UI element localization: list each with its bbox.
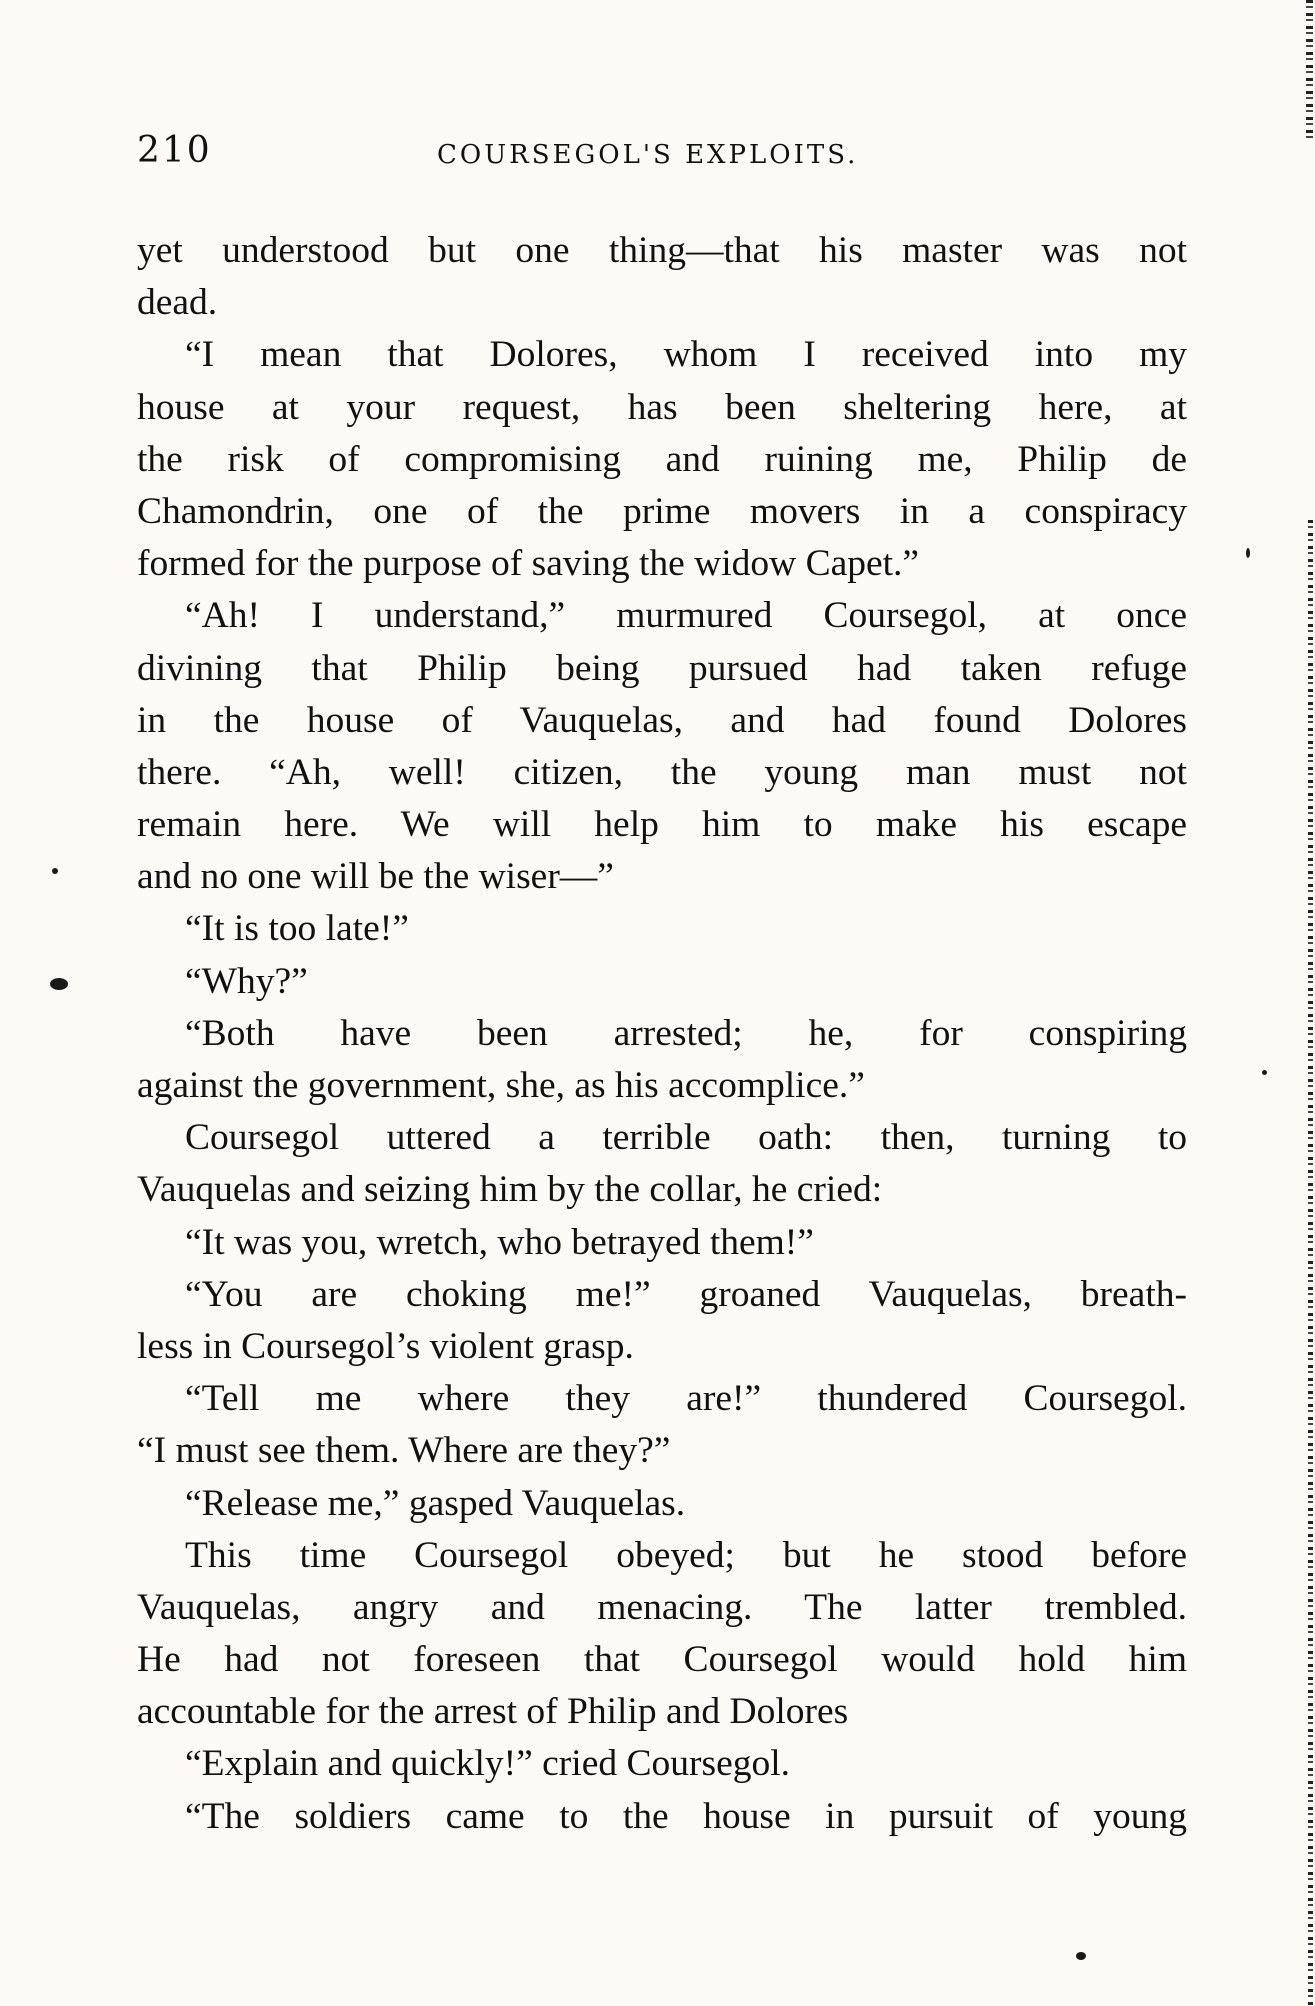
text-line: in the house of Vauquelas, and had found Dolores (137, 699, 1187, 741)
text-line: against the government, she, as his accomplice.” (137, 1065, 865, 1106)
text-line: less in Coursegol’s violent grasp. (137, 1325, 634, 1367)
text-line: “Both have been arrested; he, for conspiring (185, 1012, 1187, 1054)
text-line: “I must see them. Where are they?” (137, 1430, 671, 1472)
text-line: and no one will be the wiser—” (137, 856, 614, 898)
ink-speck (1246, 548, 1250, 558)
page-header (137, 130, 1197, 180)
text-line: accountable for the arrest of Philip and Dolores (137, 1691, 849, 1733)
text-line: This time Coursegol obeyed; but he stood before (185, 1534, 1187, 1576)
text-line: dead. (137, 282, 218, 324)
scanned-page-edge (1293, 0, 1315, 2006)
text-line: “You are choking me!” groaned Vauquelas, breath- (185, 1273, 1187, 1315)
text-line: the risk of compromising and ruining me, Philip de (137, 438, 1187, 480)
text-line: Vauquelas and seizing him by the collar, he cried: (137, 1169, 883, 1211)
text-line: “I mean that Dolores, whom I received into my (185, 334, 1187, 376)
running-head: COURSEGOL'S EXPLOITS. (437, 140, 859, 170)
text-line: “Why?” (185, 960, 308, 1002)
text-line: “Tell me where they are!” thundered Coursegol. (185, 1378, 1187, 1420)
text-line: Chamondrin, one of the prime movers in a conspiracy (137, 490, 1187, 532)
text-line: “It is too late!” (185, 908, 409, 950)
text-line: “The soldiers came to the house in pursuit of young (185, 1795, 1187, 1837)
text-line: “Release me,” gasped Vauquelas. (185, 1482, 686, 1524)
ink-speck (52, 868, 58, 874)
text-line: “It was you, wretch, who betrayed them!” (185, 1221, 814, 1263)
ink-speck (1262, 1070, 1267, 1075)
page-number: 210 (137, 130, 212, 171)
text-line: yet understood but one thing—that his master was not (137, 230, 1187, 271)
body-text (137, 225, 1187, 1843)
text-line: Vauquelas, angry and menacing. The latter trembled. (137, 1586, 1187, 1628)
text-line: “Explain and quickly!” cried Coursegol. (185, 1743, 791, 1785)
text-line: He had not foreseen that Coursegol would hold him (137, 1639, 1187, 1681)
text-line: there. “Ah, well! citizen, the young man must not (137, 751, 1187, 793)
ink-speck (50, 978, 68, 990)
text-line: formed for the purpose of saving the widow Capet.” (137, 543, 920, 585)
ink-speck (1076, 1952, 1086, 1960)
text-line: “Ah! I understand,” murmured Coursegol, at once (185, 595, 1187, 637)
text-line: remain here. We will help him to make his escape (137, 804, 1187, 846)
text-line: house at your request, has been sheltering here, at (137, 386, 1187, 428)
text-line: divining that Philip being pursued had taken refuge (137, 647, 1187, 689)
text-line: Coursegol uttered a terrible oath: then, turning to (185, 1117, 1187, 1159)
